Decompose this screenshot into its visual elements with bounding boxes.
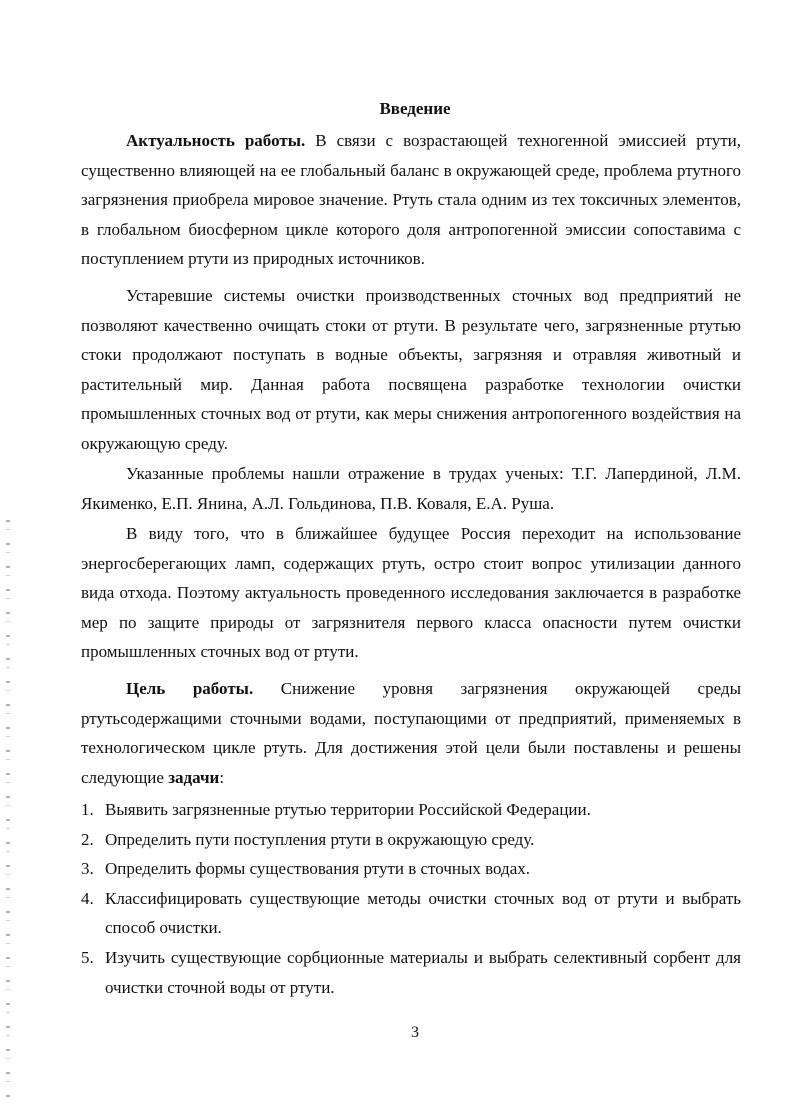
paragraph-goal <box>81 674 741 792</box>
tasks-word: задачи <box>168 767 220 787</box>
list-item-text: Изучить существующие сорбционные материалы и выбрать селективный сорбент для очистки сточной воды от ртути. <box>105 947 741 997</box>
list-item-text: Классифицировать существующие методы очистки сточных вод от ртути и выбрать способ очистки. <box>105 888 741 938</box>
list-item <box>81 795 741 825</box>
page-number: 3 <box>411 1024 419 1041</box>
list-item-number: 3. <box>81 859 94 879</box>
page-title: Введение <box>379 99 451 118</box>
scan-edge-artifact <box>6 520 10 1100</box>
relevance-heading: Актуальность работы. <box>126 131 306 150</box>
goal-text: Снижение уровня загрязнения окружающей среды ртутьсодержащими сточными водами, поступающими от предприятий, применяемых в технологическом цикле ртуть. Для достижения этой цели были поставлены и решены следующие <box>81 679 741 787</box>
list-item-text: Выявить загрязненные ртутью территории Российской Федерации. <box>105 800 591 819</box>
list-item-text: Определить формы существования ртути в сточных водах. <box>105 859 530 879</box>
paragraph-relevance <box>81 126 741 274</box>
tasks-list <box>81 795 741 1002</box>
tasks-colon: : <box>219 767 225 787</box>
list-item-number: 2. <box>81 829 94 849</box>
list-item <box>81 825 741 855</box>
list-item-number: 1. <box>81 800 94 819</box>
paragraph-researchers: Указанные проблемы нашли отражение в трудах ученых: Т.Г. Лапердиной, Л.М. Якименко, Е.П. Янина, А.Л. Гольдинова, П.В. Коваля, Е.А. Руша. <box>81 464 741 513</box>
relevance-text: В связи с возрастающей техногенной эмиссией ртути, существенно влияющей на ее глобальный баланс в окружающей среде, проблема ртутного загрязнения приобрела мировое значение. Ртуть стала одним из тех токсичных элементов, в глобальном биосферном цикле которого доля антропогенной эмиссии сопоставима с поступлением ртути из природных источников. <box>81 131 741 269</box>
list-item-text: Определить пути поступления ртути в окружающую среду. <box>105 829 535 849</box>
paragraph-energy-lamps: В виду того, что в ближайшее будущее Россия переходит на использование энергосберегающих ламп, содержащих ртуть, остро стоит вопрос утилизации данного вида отхода. Поэтому актуальность проведенного исследования заключается в разработке мер по защите природы от загрязнителя первого класса опасности путем очистки промышленных сточных вод от ртути. <box>81 524 741 662</box>
list-item <box>81 884 741 943</box>
list-item-number: 4. <box>81 888 94 908</box>
list-item-number: 5. <box>81 947 94 967</box>
goal-heading: Цель работы. <box>126 679 254 698</box>
paragraph-outdated-systems: Устаревшие системы очистки производственных сточных вод предприятий не позволяют качественно очищать стоки от ртути. В результате чего, загрязненные ртутью стоки продолжают поступать в водные объекты, загрязняя и отравляя животный и растительный мир. Данная работа посвящена разработке технологии очистки промышленных сточных вод от ртути, как меры снижения антропогенного воздействия на окружающую среду. <box>81 286 741 453</box>
list-item <box>81 854 741 884</box>
list-item <box>81 943 741 1002</box>
